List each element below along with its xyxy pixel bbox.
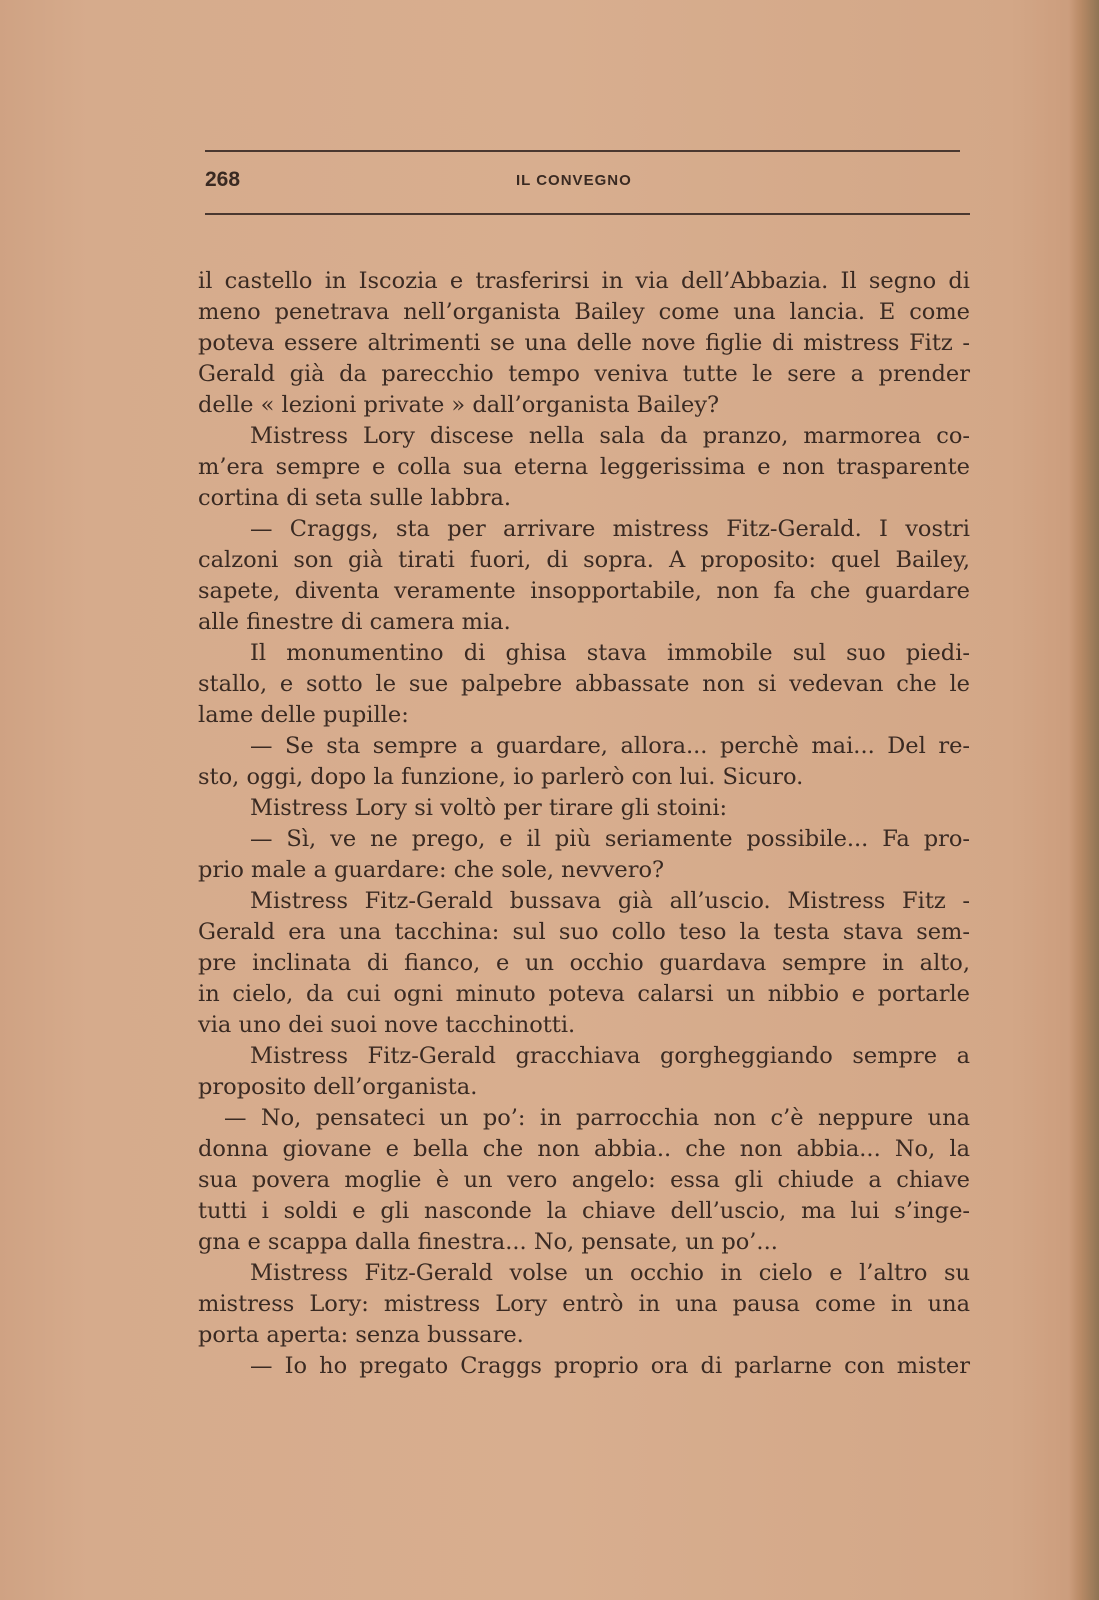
text-line: cortina di seta sulle labbra. xyxy=(198,485,512,511)
text-line: stallo, e sotto le sue palpebre abbassate non si vedevan che le xyxy=(198,671,970,697)
text-line: il castello in Iscozia e trasferirsi in via dell’Abbazia. Il segno di xyxy=(198,268,970,294)
text-line: Mistress Fitz-Gerald bussava già all’uscio. Mistress Fitz - xyxy=(250,888,970,914)
page-spine-shadow xyxy=(1069,0,1099,1600)
text-line: — Se sta sempre a guardare, allora... perchè mai... Del re- xyxy=(250,733,970,759)
text-line: lame delle pupille: xyxy=(198,702,409,728)
text-line: Mistress Lory discese nella sala da pranzo, marmorea co- xyxy=(250,423,970,449)
text-line: sto, oggi, dopo la funzione, io parlerò con lui. Sicuro. xyxy=(198,764,804,790)
text-line: — Io ho pregato Craggs proprio ora di parlarne con mister xyxy=(250,1353,970,1379)
text-line: Mistress Fitz-Gerald gracchiava gorgheggiando sempre a xyxy=(250,1043,970,1069)
text-line: — No, pensateci un po’: in parrocchia non c’è neppure una xyxy=(224,1105,970,1131)
header-rule-bottom xyxy=(205,213,970,215)
text-line: Mistress Fitz-Gerald volse un occhio in cielo e l’altro su xyxy=(250,1260,970,1286)
page-number: 268 xyxy=(205,168,241,191)
body-text xyxy=(198,266,970,1382)
text-line: sapete, diventa veramente insopportabile, non fa che guardare xyxy=(198,578,970,604)
text-line: delle « lezioni private » dall’organista Bailey? xyxy=(198,392,720,418)
running-head: IL CONVEGNO xyxy=(516,172,632,189)
text-line: mistress Lory: mistress Lory entrò in una pausa come in una xyxy=(198,1291,970,1317)
text-line: pre inclinata di fianco, e un occhio guardava sempre in alto, xyxy=(198,950,970,976)
text-line: calzoni son già tirati fuori, di sopra. A proposito: quel Bailey, xyxy=(198,547,970,573)
text-line: Gerald già da parecchio tempo veniva tutte le sere a prender xyxy=(198,361,970,387)
text-line: alle finestre di camera mia. xyxy=(198,609,511,635)
text-line: Gerald era una tacchina: sul suo collo teso la testa stava sem- xyxy=(198,919,970,945)
text-line: poteva essere altrimenti se una delle nove figlie di mistress Fitz - xyxy=(198,330,970,356)
text-line: in cielo, da cui ogni minuto poteva calarsi un nibbio e portarle xyxy=(198,981,970,1007)
text-line: Mistress Lory si voltò per tirare gli stoini: xyxy=(250,795,728,821)
text-line: prio male a guardare: che sole, nevvero? xyxy=(198,857,665,883)
text-line: donna giovane e bella che non abbia.. che non abbia... No, la xyxy=(198,1136,970,1162)
text-line: porta aperta: senza bussare. xyxy=(198,1322,524,1348)
header-rule-top xyxy=(205,150,960,152)
text-line: gna e scappa dalla finestra... No, pensate, un po’... xyxy=(198,1229,778,1255)
text-line: Il monumentino di ghisa stava immobile sul suo piedi- xyxy=(250,640,970,666)
text-line: sua povera moglie è un vero angelo: essa gli chiude a chiave xyxy=(198,1167,970,1193)
text-line: tutti i soldi e gli nasconde la chiave dell’uscio, ma lui s’inge- xyxy=(198,1198,970,1224)
text-line: meno penetrava nell’organista Bailey come una lancia. E come xyxy=(198,299,970,325)
text-line: m’era sempre e colla sua eterna leggerissima e non trasparente xyxy=(198,454,970,480)
text-line: via uno dei suoi nove tacchinotti. xyxy=(198,1012,576,1038)
text-line: — Craggs, sta per arrivare mistress Fitz-Gerald. I vostri xyxy=(250,516,970,542)
text-line: proposito dell’organista. xyxy=(198,1074,478,1100)
text-line: — Sì, ve ne prego, e il più seriamente possibile... Fa pro- xyxy=(250,826,970,852)
